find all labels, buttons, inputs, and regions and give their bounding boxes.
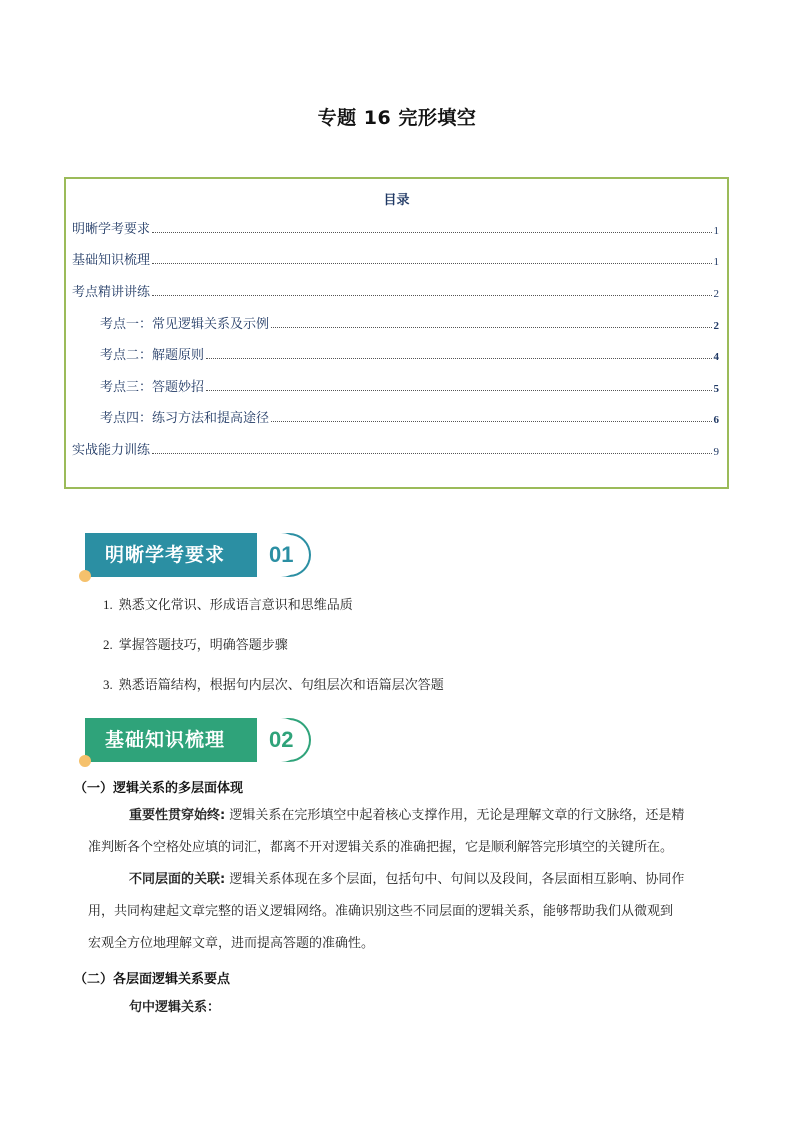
toc-entry[interactable]	[72, 282, 719, 300]
banner-number: 02	[269, 727, 294, 752]
toc-subentry[interactable]	[100, 314, 719, 332]
toc-entry-text: 考点精讲讲练	[72, 285, 151, 300]
toc-subentry[interactable]	[100, 377, 719, 395]
paragraph-layers: 不同层面的关联: 逻辑关系体现在多个层面，包括句中、句间以及段间，各层面相互影响、协同作	[129, 872, 685, 887]
toc-subentry[interactable]	[100, 345, 719, 363]
toc-entry[interactable]	[72, 250, 719, 268]
toc-entry-text: 基础知识梳理	[72, 253, 151, 268]
toc-entry-page: 9	[713, 446, 719, 458]
toc-subentry[interactable]	[100, 408, 719, 426]
page-title: 专题 16 完形填空	[317, 107, 477, 129]
requirement-item: 3. 熟悉语篇结构，根据句内层次、句组层次和语篇层次答题	[103, 677, 444, 693]
toc-entry-page: 2	[713, 320, 719, 332]
toc-heading: 目录	[383, 193, 410, 208]
toc-entry[interactable]	[72, 440, 719, 458]
section-banner-knowledge	[79, 718, 319, 766]
paragraph-line: 准判断各个空格处应填的词汇，都离不开对逻辑关系的准确把握，它是顺利解答完形填空的关键所在。	[88, 840, 674, 855]
section-banner-requirements	[79, 533, 319, 581]
toc-entry-page: 2	[713, 288, 719, 300]
paragraph-line: 宏观全方位地理解文章，进而提高答题的准确性。	[88, 936, 375, 951]
toc-entry-page: 1	[713, 256, 719, 268]
toc-entry-text: 考点一：常见逻辑关系及示例	[100, 317, 270, 332]
subsection-heading: （一）逻辑关系的多层面体现	[74, 781, 244, 796]
toc-entry-text: 考点三：答题妙招	[100, 380, 205, 395]
paragraph-importance: 重要性贯穿始终: 逻辑关系在完形填空中起着核心支撑作用，无论是理解文章的行文脉络，还是精	[129, 808, 685, 823]
paragraph-sentence-logic: 句中逻辑关系：	[129, 1000, 221, 1015]
banner-dot	[79, 755, 91, 767]
banner-dot	[79, 570, 91, 582]
table-of-contents	[64, 177, 729, 489]
banner-label: 基础知识梳理	[85, 718, 285, 762]
banner-number: 01	[269, 542, 294, 567]
toc-entry-page: 4	[713, 351, 719, 363]
toc-entry-text: 实战能力训练	[72, 443, 151, 458]
paragraph-line: 用，共同构建起文章完整的语义逻辑网络。准确识别这些不同层面的逻辑关系，能够帮助我们从微观到	[88, 904, 674, 919]
requirement-item: 2. 掌握答题技巧，明确答题步骤	[103, 637, 288, 653]
toc-entry-page: 1	[713, 225, 719, 237]
toc-entry-text: 考点二：解题原则	[100, 348, 205, 363]
toc-entry-page: 6	[713, 414, 719, 426]
requirement-item: 1. 熟悉文化常识、形成语言意识和思维品质	[103, 597, 353, 613]
toc-entry-page: 5	[713, 383, 719, 395]
toc-entry-text: 明晰学考要求	[72, 222, 151, 237]
subsection-heading: （二）各层面逻辑关系要点	[74, 972, 231, 987]
banner-label: 明晰学考要求	[85, 533, 285, 577]
toc-entry-text: 考点四：练习方法和提高途径	[100, 411, 270, 426]
toc-entry[interactable]	[72, 219, 719, 237]
